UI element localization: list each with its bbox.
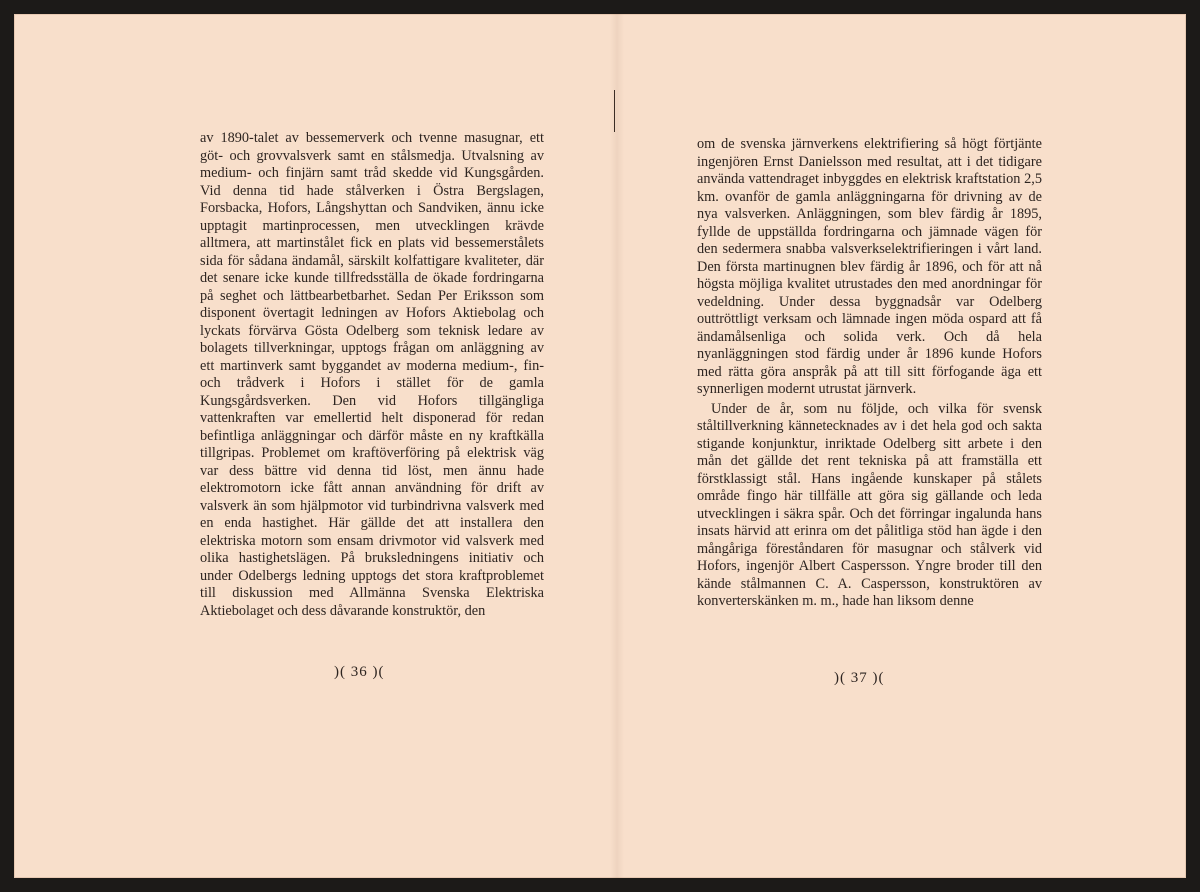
right-paragraph-1: om de svenska järnverkens elektrifiering så högt förtjänte ingenjören Ernst Danielsson med resultat, att i det tidigare använda vattendraget inbyggdes en elektrisk kraftstation 2,5 km. ovanför de gamla anläggningarna för drivning av de nya valsverken. Anläggningen, som blev färdig år 1895, fyllde de uppställda fordringarna och jämnade vägen för den sedermera snabba valsverkselektrifieringen i vårt land. Den första martinugnen blev färdig år 1896, och för att nå högsta möjliga kvalitet utrustades den med anordningar för vedeldning. Under dessa byggnadsår var Odelberg outtröttligt verksam och lämnade ingen möda ospard att få ändamålsenliga och solida verk. Och då hela nyanläggningen stod färdig under år 1896 kunde Hofors med rätta göra anspråk på att till sitt förfogande äga ett synnerligen modernt utrustat järnverk.: [697, 136, 1042, 397]
right-paragraph-2: Under de år, som nu följde, och vilka för svensk ståltillverkning kännetecknades av i det hela god och sakta stigande konjunktur, inriktade Odelberg sitt arbete i den mån det gällde det rent tekniska på att framställa ett förstklassigt stål. Hans ingående kunskaper på stålets område fingo här tillfälle att göra sig gällande och leda utvecklingen i säkra spår. Och det förringar ingalunda hans insats härvid att erinra om det pålitliga stöd han ägde i den mångåriga föreståndaren för masugnar och stålverk vid Hofors, ingenjör Albert Caspersson. Yngre broder till den kände stålmannen C. A. Caspersson, konstruktören av konverterskänken m. m., hade han liksom denne: [697, 400, 1042, 609]
gutter-mark: [614, 90, 615, 132]
right-page-text: [697, 136, 1042, 611]
right-page-number: )( 37 )(: [834, 670, 885, 686]
left-paragraph-1: av 1890-talet av bessemerverk och tvenne masugnar, ett göt- och grovvalsverk samt en stålsmedja. Utvalsning av medium- och finjärn samt tråd skedde vid Kungsgården. Vid denna tid hade stålverken i Östra Bergslagen, Forsbacka, Hofors, Långshyttan och Sandviken, ännu icke upptagit martinprocessen, men utvecklingen krävde alltmera, att martinstålet fick en plats vid bessemerstålets sida för sådana ändamål, särskilt kolfattigare kvaliteter, där det senare icke kunde tillfredsställa de ökade fordringarna på seghet och lättbearbetbarhet. Sedan Per Eriksson som disponent övertagit ledningen av Hofors Aktiebolag och lyckats förvärva Gösta Odelberg som teknisk ledare av bolagets tillverkningar, upptogs frågan om anläggning av ett martinverk samt byggandet av moderna medium-, fin- och trådverk i Hofors i stället för de gamla Kungsgårdsverken. Den vid Hofors tillgängliga vattenkraften var emellertid helt disponerad för redan befintliga anläggningar och därför måste en ny kraftkälla tillgripas. Problemet om kraftöverföring på elektrisk väg var dess bättre vid denna tid löst, men ännu hade elektromotorn icke fått annan användning för drift av valsverk än som hjälpmotor vid turbindrivna valsverk med en enda hastighet. Här gällde det att installera den elektriska motorn som ensam drivmotor vid valsverk med olika hastighetslägen. På bruksledningens initiativ och under Odelbergs ledning upptogs det stora kraftproblemet till diskussion med Allmänna Svenska Elektriska Aktiebolaget och dess dåvarande konstruktör, den: [200, 130, 544, 619]
left-page-number: )( 36 )(: [334, 664, 385, 680]
left-page-text: [200, 130, 544, 620]
gutter-shadow: [610, 14, 624, 878]
book-spread: [14, 14, 1186, 878]
